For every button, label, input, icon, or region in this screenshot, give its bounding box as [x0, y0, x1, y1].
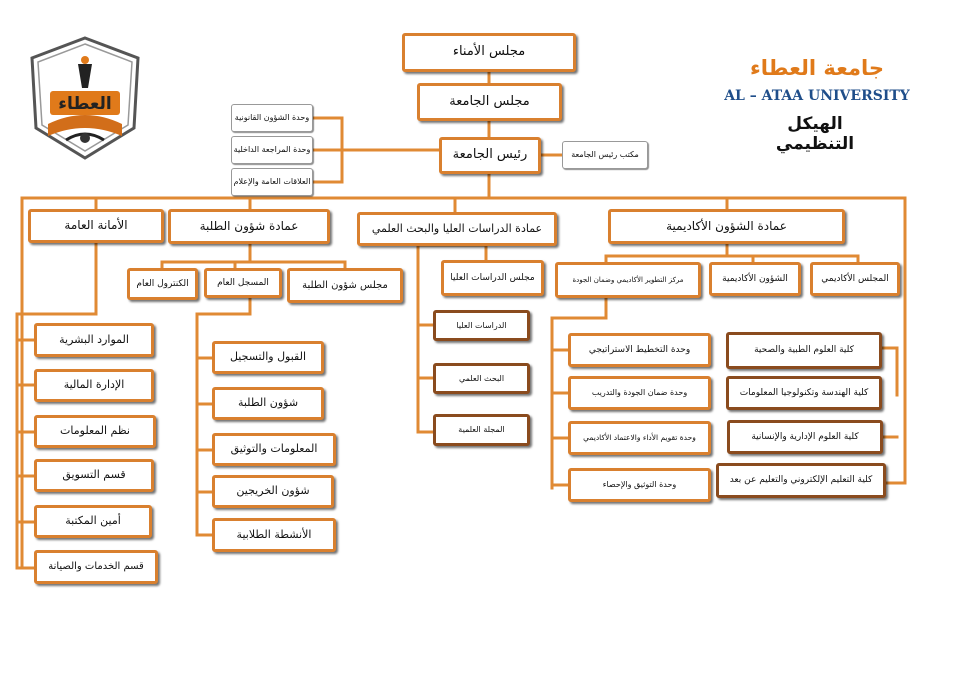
general-secretariat-box — [28, 209, 164, 243]
graduate-council-label: مجلس الدراسات العليا — [450, 272, 535, 283]
college-label: كلية التعليم الإلكتروني والتعليم عن بعد — [729, 475, 873, 486]
president-office-box — [562, 141, 648, 169]
internal-audit-label: وحدة المراجعة الداخلية — [233, 145, 311, 155]
president-office-label: مكتب رئيس الجامعة — [571, 150, 639, 160]
secretariat-item-box — [34, 459, 154, 492]
student-item-box — [212, 387, 324, 420]
university-logo — [26, 36, 144, 160]
secretariat-item-label: نظم المعلومات — [60, 424, 130, 438]
student-item-box — [212, 341, 324, 374]
academic-unit-box — [568, 333, 711, 367]
legal-unit-label: وحدة الشؤون القانونية — [234, 113, 310, 123]
internal-audit-box — [231, 136, 313, 164]
public-relations-label: العلاقات العامة والإعلام — [233, 177, 311, 187]
secretariat-item-box — [34, 323, 154, 357]
student-council-label: مجلس شؤون الطلبة — [302, 279, 388, 291]
graduate-item-box — [433, 363, 530, 394]
college-label: كلية الهندسة وتكنولوجيا المعلومات — [739, 387, 869, 398]
secretariat-item-box — [34, 369, 154, 402]
president-label: رئيس الجامعة — [452, 147, 528, 163]
college-label: كلية العلوم الإدارية والإنسانية — [751, 431, 859, 442]
academic-unit-box — [568, 468, 711, 502]
svg-text:العطاء: العطاء — [58, 94, 112, 114]
control-label: الكنترول العام — [136, 278, 189, 289]
college-label: كلية العلوم الطبية والصحية — [754, 345, 854, 356]
graduate-item-box — [433, 414, 530, 446]
student-council-box — [287, 268, 403, 303]
graduate-research-deanship-box — [357, 212, 557, 246]
graduate-research-deanship-label: عمادة الدراسات العليا والبحث العلمي — [371, 221, 543, 235]
academic-affairs-deanship-label: عمادة الشؤون الأكاديمية — [666, 218, 787, 233]
graduate-item-label: البحث العلمي — [458, 373, 505, 383]
academic-affairs-deanship-box — [608, 209, 845, 244]
president-box — [439, 137, 541, 174]
graduate-item-label: المجلة العلمية — [458, 425, 505, 435]
student-item-box — [212, 433, 336, 466]
student-affairs-deanship-box — [168, 209, 330, 244]
board-of-trustees-box — [402, 33, 576, 72]
academic-council-label: المجلس الأكاديمي — [821, 273, 889, 284]
general-secretariat-label: الأمانة العامة — [64, 218, 128, 233]
college-box — [726, 332, 882, 369]
secretariat-item-box — [34, 415, 156, 448]
secretariat-item-label: أمين المكتبة — [65, 514, 121, 528]
student-item-label: المعلومات والتوثيق — [230, 442, 318, 456]
secretariat-item-label: الإدارة المالية — [63, 378, 125, 392]
academic-affairs-office-label: الشؤون الأكاديمية — [722, 273, 788, 284]
university-council-label: مجلس الجامعة — [449, 93, 530, 109]
chart-title: الهيكل التنظيمي — [775, 114, 855, 154]
student-item-label: القبول والتسجيل — [229, 350, 307, 364]
student-item-label: شؤون الخريجين — [236, 484, 310, 498]
secretariat-item-label: الموارد البشرية — [59, 332, 129, 346]
academic-unit-label: وحدة التخطيط الاستراتيجي — [588, 344, 691, 355]
graduate-item-label: الدراسات العليا — [456, 320, 507, 330]
student-item-label: الأنشطة الطلابية — [236, 527, 312, 541]
public-relations-box — [231, 168, 313, 196]
academic-unit-label: وحدة ضمان الجودة والتدريب — [591, 388, 688, 398]
university-council-box — [417, 83, 562, 121]
student-item-box — [212, 518, 336, 552]
registrar-box — [204, 268, 282, 298]
academic-unit-label: وحدة التوثيق والإحصاء — [602, 480, 677, 490]
student-item-box — [212, 475, 334, 508]
college-box — [726, 376, 882, 410]
secretariat-item-label: قسم الخدمات والصيانة — [48, 561, 144, 573]
development-center-label: مركز التطوير الأكاديمي وضمان الجودة — [572, 275, 684, 284]
student-item-label: شؤون الطلبة — [237, 396, 299, 410]
academic-unit-box — [568, 421, 711, 455]
development-center-box — [555, 262, 701, 298]
student-affairs-deanship-label: عمادة شؤون الطلبة — [199, 218, 299, 233]
legal-unit-box — [231, 104, 313, 132]
university-name-english: AL – ATAA UNIVERSITY — [724, 88, 910, 104]
graduate-council-box — [441, 260, 544, 296]
academic-unit-label: وحدة تقويم الأداء والاعتماد الأكاديمي — [583, 432, 696, 442]
registrar-label: المسجل العام — [217, 277, 269, 288]
academic-council-box — [810, 262, 900, 296]
secretariat-item-box — [34, 550, 158, 584]
college-box — [716, 463, 886, 498]
college-box — [727, 420, 883, 454]
academic-affairs-office-box — [709, 262, 801, 296]
board-of-trustees-label: مجلس الأمناء — [452, 44, 526, 60]
graduate-item-box — [433, 310, 530, 341]
academic-unit-box — [568, 376, 711, 410]
university-name-arabic: جامعة العطاء — [750, 56, 884, 80]
control-box — [127, 268, 198, 300]
secretariat-item-label: قسم التسويق — [62, 468, 126, 482]
secretariat-item-box — [34, 505, 152, 538]
